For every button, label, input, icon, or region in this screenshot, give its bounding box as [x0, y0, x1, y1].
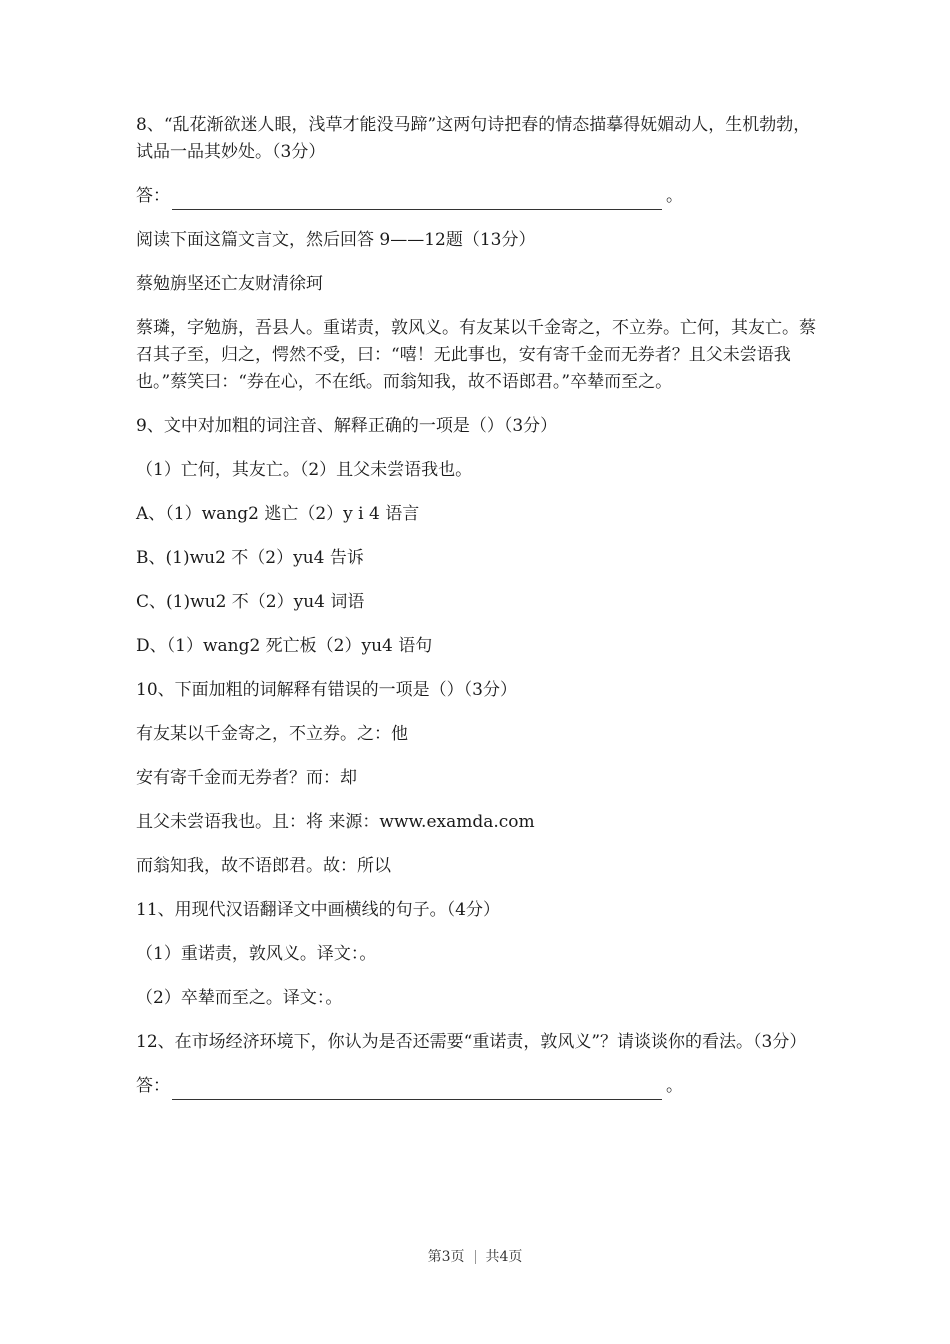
answer-blank: [172, 1079, 662, 1100]
page-total: 共4页: [485, 1249, 523, 1265]
question-12: 12、在市场经济环境下，你认为是否还需要“重诺责，敦风义”？请谈谈你的看法。（3分）: [136, 1032, 807, 1052]
passage-title: 蔡勉旃坚还亡友财清徐珂: [136, 274, 323, 294]
question-9-option-a: A、（1）wang2 逃亡（2）y i 4 语言: [136, 504, 420, 524]
footer-divider: [475, 1250, 476, 1264]
question-10-option-1: 有友某以千金寄之，不立券。之：他: [136, 724, 408, 744]
reading-intro: 阅读下面这篇文言文，然后回答 9——12题（13分）: [136, 230, 536, 250]
question-11-item-2: （2）卒辇而至之。译文：。: [136, 988, 343, 1008]
answer-label: 答：: [136, 1076, 170, 1096]
answer-line-8: [136, 183, 816, 210]
answer-end: 。: [666, 186, 683, 206]
question-10: 10、下面加粗的词解释有错误的一项是（）（3分）: [136, 680, 517, 700]
question-9-sub: （1）亡何，其友亡。（2）且父未尝语我也。: [136, 460, 473, 480]
page-content: [136, 112, 816, 1117]
question-10-option-2: 安有寄千金而无券者？而：却: [136, 768, 357, 788]
page-footer: [0, 1246, 950, 1266]
question-11: 11、用现代汉语翻译文中画横线的句子。（4分）: [136, 900, 500, 920]
question-10-option-4: 而翁知我，故不语郎君。故：所以: [136, 856, 391, 876]
passage-text: 蔡璘，字勉旃，吾县人。重诺责，敦风义。有友某以千金寄之，不立券。亡何，其友亡。蔡召其子至，归之，愕然不受，曰：“嘻！无此事也，安有寄千金而无券者？且父未尝语我也。”蔡笑曰：“券在心，不在纸。而翁知我，故不语郎君。”卒辇而至之。: [136, 318, 816, 392]
answer-label: 答：: [136, 186, 170, 206]
question-9-option-c: C、(1)wu2 不（2）yu4 词语: [136, 592, 365, 612]
question-9: 9、文中对加粗的词注音、解释正确的一项是（）（3分）: [136, 416, 558, 436]
answer-blank: [172, 189, 662, 210]
answer-line-12: [136, 1073, 816, 1100]
question-9-option-b: B、(1)wu2 不（2）yu4 告诉: [136, 548, 364, 568]
question-8: 8、“乱花渐欲迷人眼，浅草才能没马蹄”这两句诗把春的情态描摹得妩媚动人，生机勃勃，试品一品其妙处。（3分）: [136, 115, 811, 162]
page-number: 第3页: [427, 1249, 465, 1265]
answer-end: 。: [666, 1076, 683, 1096]
question-11-item-1: （1）重诺责，敦风义。译文：。: [136, 944, 377, 964]
question-10-option-3: 且父未尝语我也。且：将 来源：www.examda.com: [136, 812, 535, 832]
question-9-option-d: D、（1）wang2 死亡板（2）yu4 语句: [136, 636, 433, 656]
